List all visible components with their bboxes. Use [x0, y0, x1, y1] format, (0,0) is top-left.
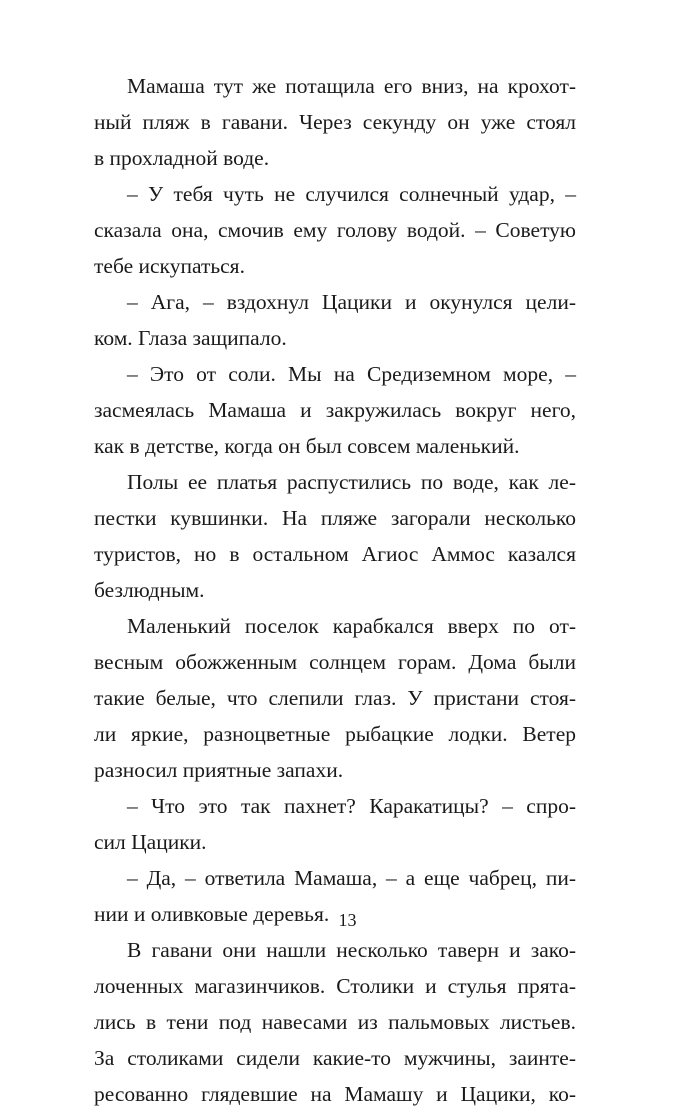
page-number: 13: [338, 910, 357, 930]
text-line: такие белые, что слепили глаз. У пристани стоя-: [94, 686, 576, 710]
text-line: пестки кувшинки. На пляже загорали несколько: [94, 506, 576, 530]
text-line: ком. Глаза защипало.: [94, 326, 287, 350]
text-line: – Что это так пахнет? Каракатицы? – спро-: [127, 794, 576, 818]
text-line: За столиками сидели какие-то мужчины, заинте-: [94, 1046, 576, 1070]
body-text: [94, 68, 576, 1112]
text-line: как в детстве, когда он был совсем маленький.: [94, 434, 520, 458]
text-line: туристов, но в остальном Агиос Аммос казался: [94, 542, 576, 566]
text-line: – Да, – ответила Мамаша, – а еще чабрец, пи-: [127, 866, 576, 890]
text-line: весным обожженным солнцем горам. Дома были: [94, 650, 576, 674]
text-line: – Ага, – вздохнул Цацики и окунулся цели-: [127, 290, 576, 314]
text-line: сил Цацики.: [94, 830, 207, 854]
text-line: в прохладной воде.: [94, 146, 270, 170]
text-line: – Это от соли. Мы на Средиземном море, –: [127, 362, 576, 386]
text-line: Полы ее платья распустились по воде, как ле-: [127, 470, 576, 494]
text-line: засмеялась Мамаша и закружилась вокруг него,: [94, 398, 576, 422]
text-line: разносил приятные запахи.: [94, 758, 344, 782]
text-line: безлюдным.: [94, 578, 205, 602]
text-line: лись в тени под навесами из пальмовых листьев.: [94, 1010, 576, 1034]
text-line: ресованно глядевшие на Мамашу и Цацики, ко-: [94, 1082, 576, 1106]
text-line: В гавани они нашли несколько таверн и зако-: [127, 938, 576, 962]
text-line: Мамаша тут же потащила его вниз, на крохот-: [127, 74, 576, 98]
text-line: ли яркие, разноцветные рыбацкие лодки. Ветер: [94, 722, 576, 746]
text-line: тебе искупаться.: [94, 254, 245, 278]
text-line: нии и оливковые деревья.: [94, 902, 330, 926]
text-line: Маленький поселок карабкался вверх по от-: [127, 614, 576, 638]
text-line: сказала она, смочив ему голову водой. – Советую: [94, 218, 576, 242]
text-line: – У тебя чуть не случился солнечный удар, –: [127, 182, 576, 206]
text-line: лоченных магазинчиков. Столики и стулья прята-: [94, 974, 576, 998]
text-line: ный пляж в гавани. Через секунду он уже стоял: [94, 110, 576, 134]
